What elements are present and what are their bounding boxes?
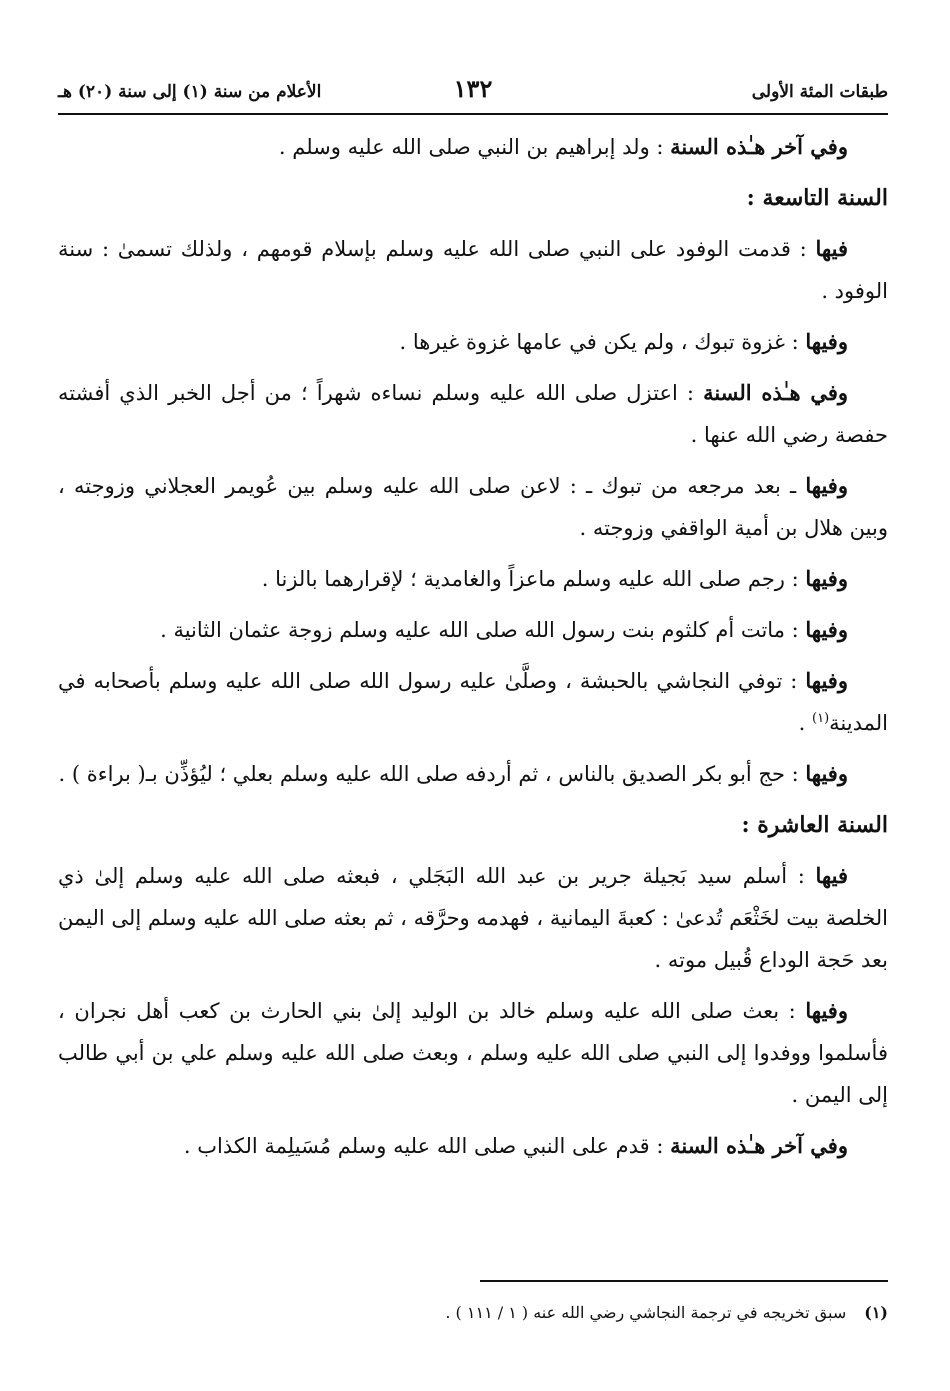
paragraph-text: : غزوة تبوك ، ولم يكن في عامها غزوة غيرها . <box>399 330 806 354</box>
paragraph <box>58 372 888 456</box>
paragraph <box>58 321 888 363</box>
footnote-number: (١) <box>864 1303 888 1322</box>
paragraph-text: : قدمت الوفود على النبي صلى الله عليه وسلم بإسلام قومهم ، ولذلك تسمىٰ : سنة الوفود . <box>58 237 888 303</box>
footnote-reference: (١) <box>812 711 830 726</box>
header-divider <box>58 113 888 115</box>
footnote-divider <box>480 1280 888 1282</box>
paragraph-text: : اعتزل صلى الله عليه وسلم نساءه شهراً ؛ من أجل الخبر الذي أفشته حفصة رضي الله عنها . <box>58 381 888 447</box>
paragraph <box>58 660 888 744</box>
paragraph-text: : أسلم سيد بَجيلة جرير بن عبد الله البَجَلي ، فبعثه صلى الله عليه وسلم إلىٰ ذي الخلصة بيت لخَثْعَم تُدعىٰ : كعبةَ اليمانية ، فهدمه وحرَّقه ، ثم بعثه صلى الله عليه وسلم إلى اليمن بعد حَجة الوداع قُبيل موته . <box>58 864 888 972</box>
book-title: طبقات المئة الأولى <box>751 82 888 102</box>
paragraph <box>58 465 888 549</box>
paragraph-lead: وفيها <box>805 566 848 591</box>
paragraph-lead: وفيها <box>805 998 848 1023</box>
paragraph-lead: وفيها <box>805 473 848 498</box>
paragraph-text: : ولد إبراهيم بن النبي صلى الله عليه وسلم . <box>278 135 671 159</box>
main-text <box>58 126 888 1176</box>
footnote <box>128 1300 888 1326</box>
page-number: ١٣٢ <box>453 74 493 103</box>
paragraph-lead: وفيها <box>805 761 848 786</box>
paragraph-text: : توفي النجاشي بالحبشة ، وصلَّىٰ عليه رسول الله صلى الله عليه وسلم بأصحابه في المدينة <box>58 669 888 735</box>
paragraph-lead: فيها <box>815 236 848 261</box>
paragraph-text: : رجم صلى الله عليه وسلم ماعزاً والغامدية ؛ لإقرارهما بالزنا . <box>261 567 806 591</box>
paragraph-lead: فيها <box>815 863 848 888</box>
paragraph <box>58 1125 888 1167</box>
paragraph <box>58 126 888 168</box>
section-title: الأعلام من سنة (١) إلى سنة (٢٠) هـ <box>58 82 322 102</box>
running-header <box>58 70 888 110</box>
paragraph-lead: وفي آخر هـٰذه السنة <box>670 1133 848 1158</box>
paragraph <box>58 228 888 312</box>
paragraph <box>58 855 888 981</box>
paragraph-text: : حج أبو بكر الصديق بالناس ، ثم أردفه صلى الله عليه وسلم بعلي ؛ ليُؤذِّن بـ( براءة ) . <box>58 762 806 786</box>
paragraph-lead: وفيها <box>805 329 848 354</box>
footnote-text: سبق تخريجه في ترجمة النجاشي رضي الله عنه ( ١ / ١١١ ) . <box>445 1303 847 1322</box>
paragraph-text: : بعث صلى الله عليه وسلم خالد بن الوليد إلىٰ بني الحارث بن كعب أهل نجران ، فأسلموا ووفدوا إلى النبي صلى الله عليه وسلم ، وبعث صلى الله عليه وسلم علي بن أبي طالب إلى اليمن . <box>58 999 888 1107</box>
paragraph-lead: وفيها <box>805 668 848 693</box>
section-heading: السنة التاسعة : <box>746 185 888 211</box>
paragraph-lead: وفيها <box>805 617 848 642</box>
paragraph-lead: وفي هـٰذه السنة <box>703 380 848 405</box>
section-heading: السنة العاشرة : <box>741 812 888 838</box>
paragraph-text: ـ بعد مرجعه من تبوك ـ : لاعن صلى الله عليه وسلم بين عُويمر العجلاني وزوجته ، وبين هلال بن أمية الواقفي وزوجته . <box>58 474 888 540</box>
paragraph <box>58 990 888 1116</box>
paragraph <box>58 753 888 795</box>
paragraph-text: : ماتت أم كلثوم بنت رسول الله صلى الله عليه وسلم زوجة عثمان الثانية . <box>160 618 806 642</box>
paragraph-tail: . <box>798 711 813 735</box>
paragraph <box>58 609 888 651</box>
paragraph <box>58 558 888 600</box>
paragraph-text: : قدم على النبي صلى الله عليه وسلم مُسَيلِمة الكذاب . <box>183 1134 671 1158</box>
paragraph-lead: وفي آخر هـٰذه السنة <box>670 134 848 159</box>
